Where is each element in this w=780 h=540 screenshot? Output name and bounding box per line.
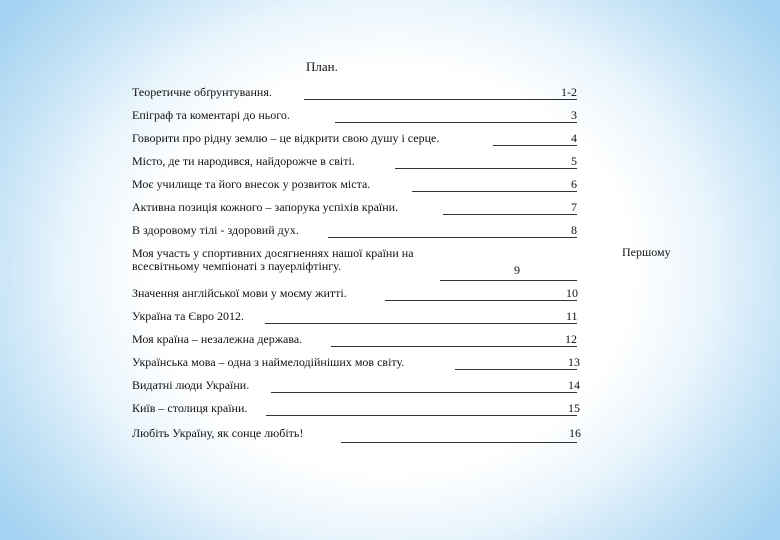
page-number: 16 — [569, 426, 581, 440]
item-text-continued: всесвітньому чемпіонаті з пауерліфтінгу. — [132, 259, 341, 273]
item-text: Місто, де ти народився, найдорожче в світі. — [132, 154, 355, 168]
item-text: Значення англійської мови у моєму житті. — [132, 286, 347, 300]
item-text: Київ – столиця країни. — [132, 401, 248, 415]
item-text: Любіть Україну, як сонце любіть! — [132, 426, 304, 440]
leader-line — [328, 237, 577, 238]
page-number: 14 — [568, 378, 580, 392]
leader-line — [341, 442, 577, 443]
leader-line — [443, 214, 577, 215]
page-number: 5 — [571, 154, 577, 168]
page-number: 6 — [571, 177, 577, 191]
page-number: 13 — [568, 355, 580, 369]
leader-line — [304, 99, 577, 100]
leader-line — [265, 323, 577, 324]
page-number: 1-2 — [561, 85, 577, 99]
leader-line — [493, 145, 577, 146]
leader-line — [455, 369, 577, 370]
item-text: В здоровому тілі - здоровий дух. — [132, 223, 299, 237]
item-text: Видатні люди України. — [132, 378, 250, 392]
leader-line — [335, 122, 577, 123]
page-number: 11 — [566, 309, 578, 323]
item-text: Теоретичне обґрунтування. — [132, 85, 272, 99]
leader-line — [440, 280, 577, 281]
leader-line — [331, 346, 577, 347]
page-number: 7 — [571, 200, 577, 214]
page-number: 12 — [565, 332, 577, 346]
page-number: 8 — [571, 223, 577, 237]
leader-line — [266, 415, 577, 416]
plan-title: План. — [306, 59, 338, 74]
item-text: Українська мова – одна з наймелодійніших мов світу. — [132, 355, 405, 369]
item-text: Моя участь у спортивних досягненнях нашої країни на — [132, 246, 414, 260]
leader-line — [385, 300, 577, 301]
page-number: 15 — [568, 401, 580, 415]
item-text: Моя країна – незалежна держава. — [132, 332, 303, 346]
item-text: Моє училище та його внесок у розвиток міста. — [132, 177, 371, 191]
item-text: Активна позиція кожного – запорука успіхів країни. — [132, 200, 399, 214]
item-text: Говорити про рідну землю – це відкрити свою душу і серце. — [132, 131, 440, 145]
page-number: 4 — [571, 131, 577, 145]
aside-text: Першому — [622, 245, 671, 259]
leader-line — [271, 392, 577, 393]
leader-line — [412, 191, 577, 192]
page-number: 3 — [571, 108, 577, 122]
item-text: Україна та Євро 2012. — [132, 309, 244, 323]
leader-line — [395, 168, 577, 169]
page-number: 9 — [514, 263, 520, 277]
page-number: 10 — [566, 286, 578, 300]
item-text: Епіграф та коментарі до нього. — [132, 108, 290, 122]
